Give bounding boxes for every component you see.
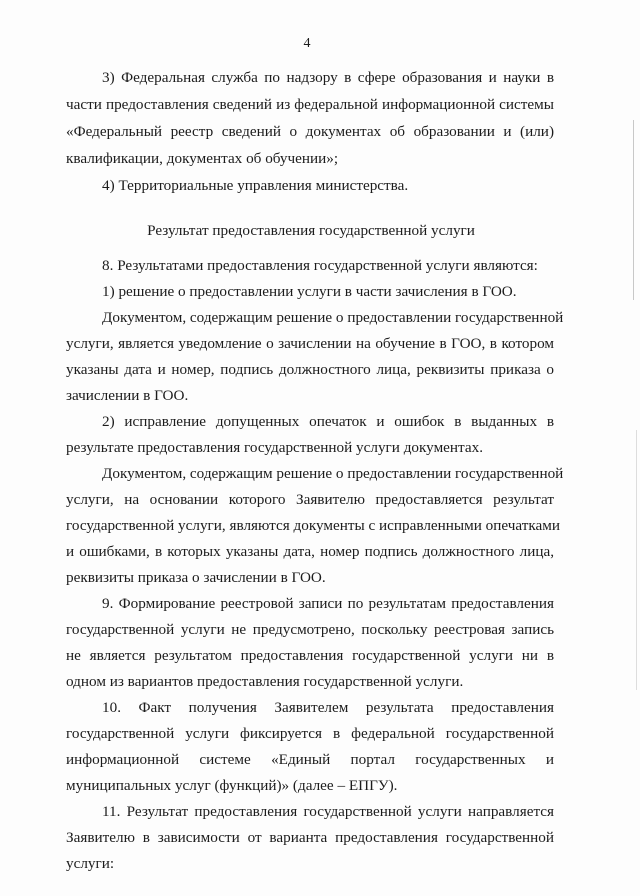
- text-line: муниципальных услуг (функций)» (далее – ЕПГУ).: [66, 777, 398, 794]
- text-line: услуги:: [66, 855, 115, 872]
- text-line: услуги, на основании которого Заявителю предоставляется результат: [66, 491, 554, 508]
- text-line: 2) исправление допущенных опечаток и ошибок в выданных в: [102, 413, 554, 430]
- text-line: результате предоставления государственной услуги документах.: [66, 439, 484, 456]
- text-line: государственной услуги, являются документы с исправленными опечатками: [66, 517, 560, 534]
- text-line: государственной услуги не предусмотрено, поскольку реестровая запись: [66, 621, 554, 638]
- text-line: услуги, является уведомление о зачислении на обучение в ГОО, в котором: [66, 335, 554, 352]
- page-number: 4: [303, 36, 311, 51]
- text-line: Документом, содержащим решение о предоставлении государственной: [102, 465, 564, 482]
- text-line: 9. Формирование реестровой записи по результатам предоставления: [102, 595, 554, 612]
- text-line: информационной системе «Единый портал государственных и: [66, 751, 554, 768]
- text-line: 8. Результатами предоставления государственной услуги являются:: [102, 257, 538, 274]
- text-line: 1) решение о предоставлении услуги в части зачисления в ГОО.: [102, 283, 517, 300]
- scan-edge-mark: [633, 120, 634, 300]
- text-line: не является результатом предоставления государственной услуги ни в: [66, 647, 554, 664]
- text-line: Документом, содержащим решение о предоставлении государственной: [102, 309, 564, 326]
- text-line: реквизиты приказа о зачислении в ГОО.: [66, 569, 326, 586]
- text-line: «Федеральный реестр сведений о документах об образовании и (или): [66, 123, 554, 140]
- text-line: 4) Территориальные управления министерства.: [102, 177, 409, 194]
- text-line: 11. Результат предоставления государственной услуги направляется: [102, 803, 554, 820]
- text-line: одном из вариантов предоставления государственной услуги.: [66, 673, 464, 690]
- section-heading: Результат предоставления государственной услуги: [147, 222, 475, 239]
- text-line: зачислении в ГОО.: [66, 387, 189, 404]
- scan-edge-mark: [636, 430, 637, 690]
- text-line: квалификации, документах об обучении»;: [66, 150, 339, 167]
- text-line: 10. Факт получения Заявителем результата предоставления: [102, 699, 554, 716]
- text-line: государственной услуги фиксируется в федеральной государственной: [66, 725, 554, 742]
- text-line: Заявителю в зависимости от варианта предоставления государственной: [66, 829, 554, 846]
- text-line: 3) Федеральная служба по надзору в сфере образования и науки в: [102, 69, 554, 86]
- text-line: и ошибками, в которых указаны дата, номер подпись должностного лица,: [66, 543, 554, 560]
- text-line: части предоставления сведений из федеральной информационной системы: [66, 96, 554, 113]
- text-line: указаны дата и номер, подпись должностного лица, реквизиты приказа о: [66, 361, 554, 378]
